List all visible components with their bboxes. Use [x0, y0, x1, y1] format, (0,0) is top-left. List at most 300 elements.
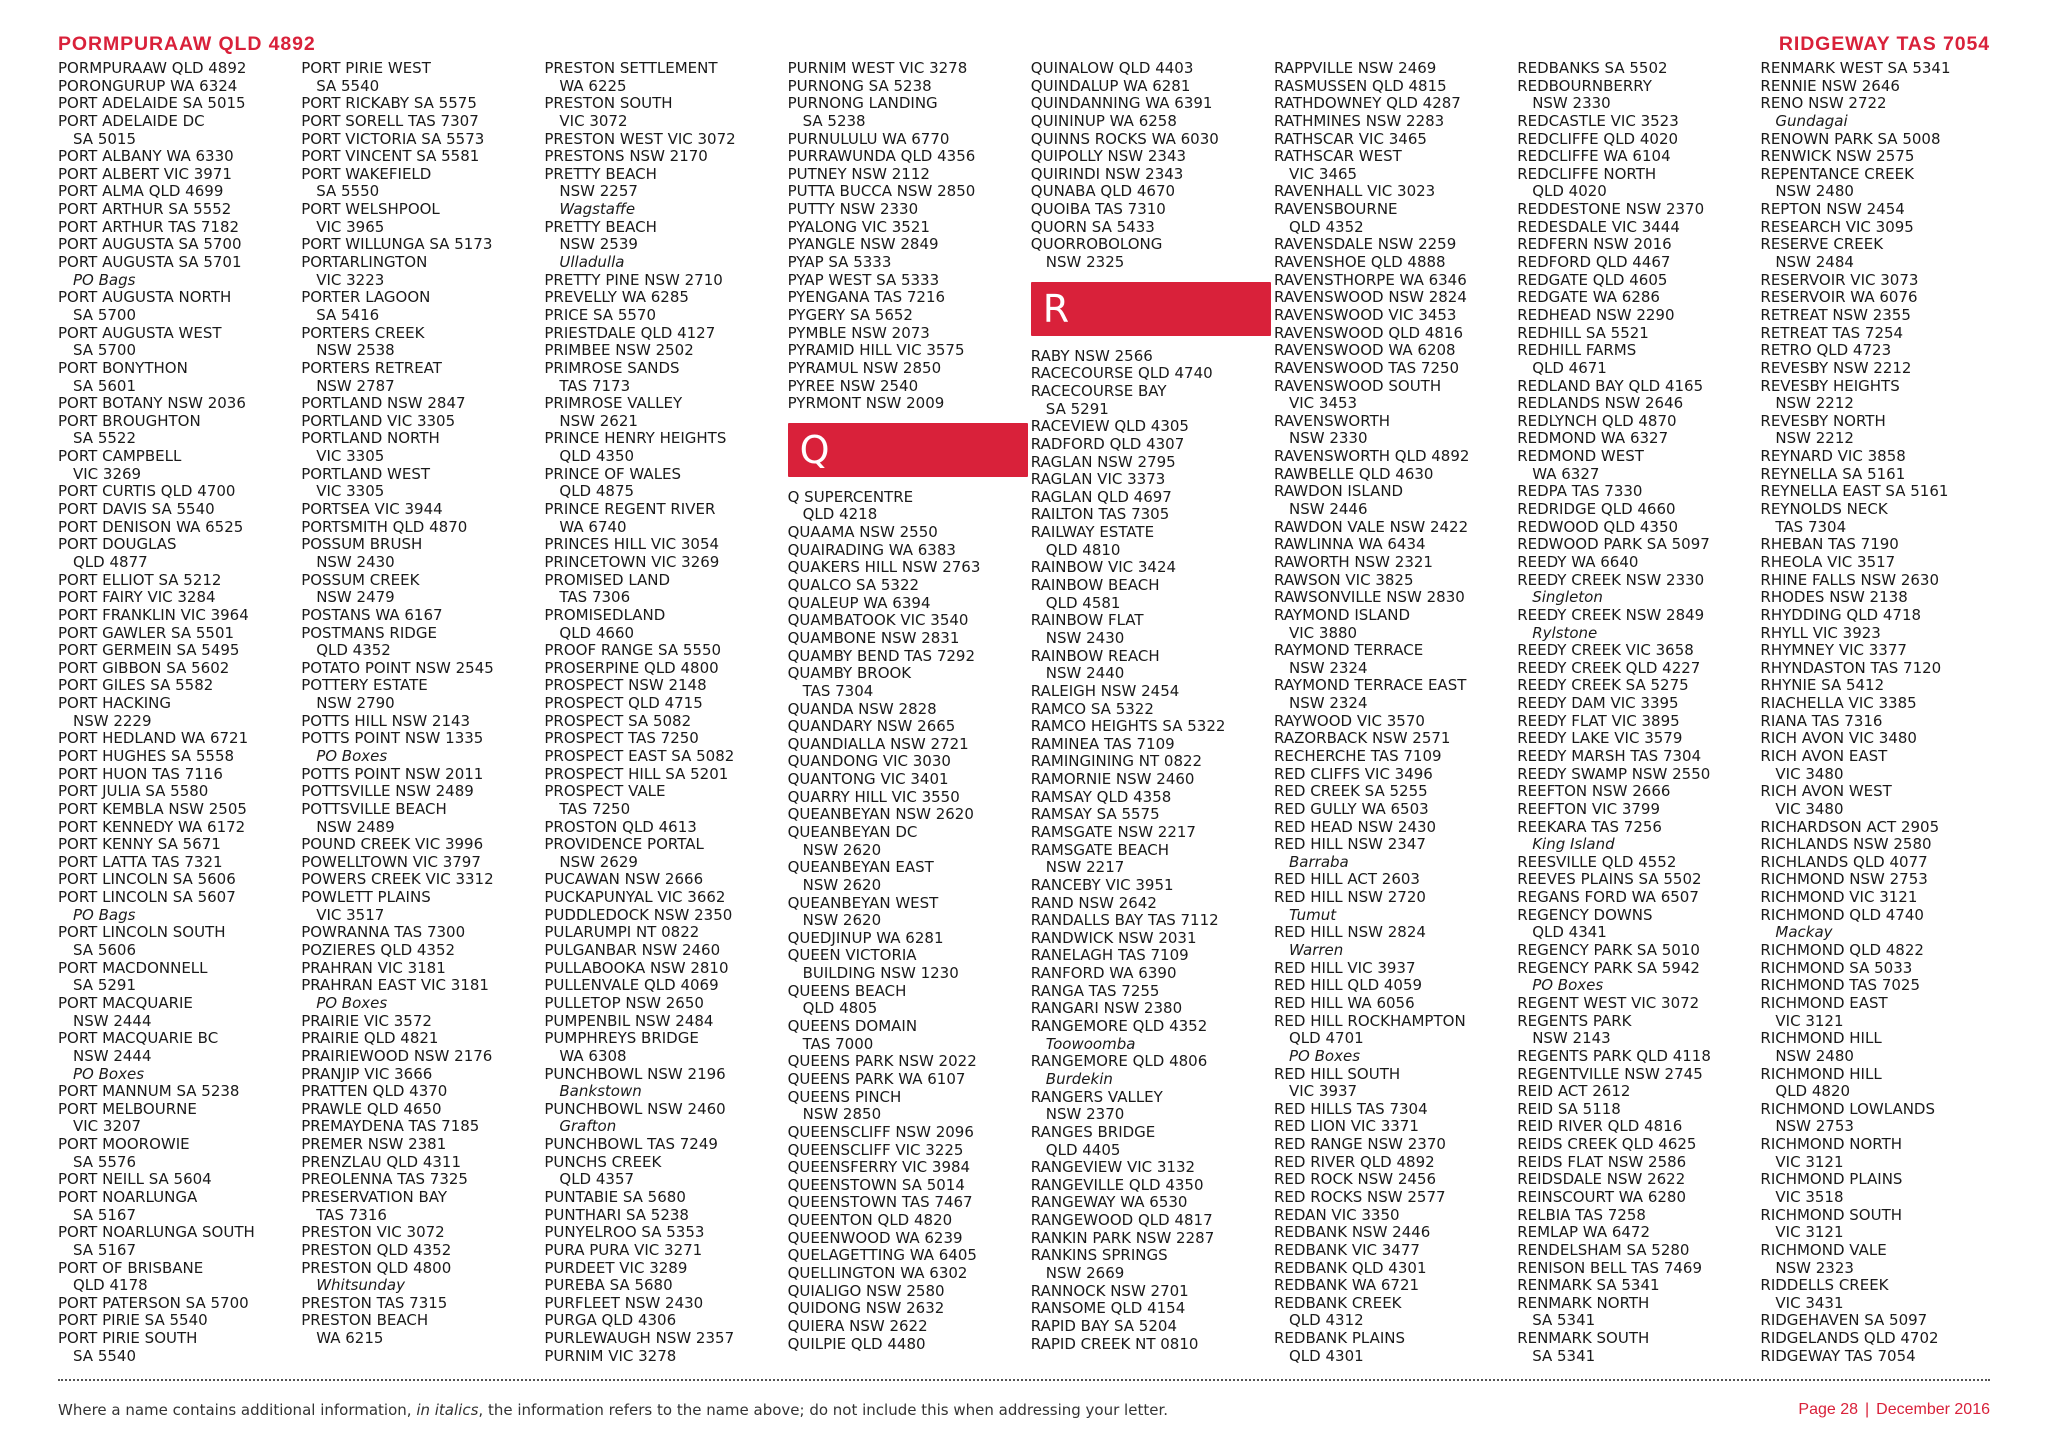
- locality-entry: REDWOOD QLD 4350: [1517, 517, 1679, 536]
- locality-entry: PRINCE REGENT RIVER: [544, 500, 716, 519]
- locality-continuation: BUILDING NSW 1230: [802, 964, 959, 983]
- locality-entry: RHODES NSW 2138: [1760, 588, 1908, 607]
- locality-entry: PORT KENNEDY WA 6172: [58, 817, 246, 836]
- locality-entry: REDCLIFFE WA 6104: [1517, 147, 1671, 166]
- locality-continuation: SA 5341: [1532, 1346, 1596, 1365]
- locality-continuation: QLD 4805: [802, 999, 878, 1018]
- locality-entry: PORTERS RETREAT: [301, 358, 442, 377]
- locality-note: Burdekin: [1045, 1069, 1113, 1088]
- locality-entry: RANKINS SPRINGS: [1030, 1246, 1168, 1265]
- locality-entry: RACECOURSE BAY: [1030, 381, 1167, 400]
- locality-continuation: WA 6308: [559, 1046, 627, 1065]
- locality-continuation: NSW 2489: [316, 817, 395, 836]
- section-letter-banner: R: [1031, 282, 1271, 336]
- locality-entry: QUILPIE QLD 4480: [787, 1334, 926, 1353]
- footer-divider: [58, 1379, 1990, 1381]
- locality-entry: PRANJIP VIC 3666: [301, 1064, 433, 1083]
- locality-entry: RAYMOND TERRACE EAST: [1274, 676, 1467, 695]
- locality-entry: RAWSON VIC 3825: [1274, 570, 1414, 589]
- locality-entry: RENO NSW 2722: [1760, 94, 1887, 113]
- locality-entry: QUANDONG VIC 3030: [787, 752, 951, 771]
- locality-entry: PROSPECT HILL SA 5201: [544, 764, 729, 783]
- locality-continuation: NSW 2790: [316, 694, 395, 713]
- locality-entry: RANFORD WA 6390: [1030, 964, 1177, 983]
- locality-entry: PRESTON SETTLEMENT: [544, 59, 718, 77]
- locality-continuation: VIC 3518: [1775, 1188, 1844, 1206]
- locality-note: PO Boxes: [316, 746, 388, 765]
- locality-continuation: QLD 4660: [559, 623, 635, 642]
- locality-entry: QUININUP WA 6258: [1030, 111, 1177, 130]
- locality-entry: QUORROBOLONG: [1030, 235, 1163, 254]
- locality-entry: PUTTA BUCCA NSW 2850: [787, 182, 976, 201]
- locality-entry: REGENCY PARK SA 5942: [1517, 958, 1700, 977]
- locality-entry: PRETTY BEACH: [544, 164, 657, 183]
- locality-entry: POSSUM BRUSH: [301, 535, 423, 554]
- locality-entry: PRAIRIEWOOD NSW 2176: [301, 1046, 493, 1065]
- locality-entry: PRAHRAN EAST VIC 3181: [301, 976, 489, 995]
- locality-entry: REYNARD VIC 3858: [1760, 447, 1906, 466]
- locality-entry: PORT VICTORIA SA 5573: [301, 129, 485, 148]
- locality-entry: PRIMROSE SANDS: [544, 358, 680, 377]
- locality-entry: REESVILLE QLD 4552: [1517, 852, 1677, 871]
- locality-entry: PORT PIRIE SA 5540: [58, 1311, 208, 1330]
- locality-entry: REVESBY HEIGHTS: [1760, 376, 1900, 395]
- locality-entry: RED LION VIC 3371: [1274, 1117, 1419, 1136]
- locality-entry: PRATTEN QLD 4370: [301, 1082, 448, 1101]
- locality-entry: PUCAWAN NSW 2666: [544, 870, 704, 889]
- locality-continuation: TAS 7304: [802, 681, 874, 700]
- locality-entry: PUNCHBOWL TAS 7249: [544, 1135, 718, 1154]
- locality-entry: REEDY MARSH TAS 7304: [1517, 746, 1702, 765]
- locality-entry: PORT WAKEFIELD: [301, 164, 432, 183]
- locality-entry: RAMCO HEIGHTS SA 5322: [1030, 717, 1226, 736]
- locality-entry: PORT PIRIE WEST: [301, 59, 431, 77]
- locality-entry: RED HILL QLD 4059: [1274, 976, 1423, 995]
- locality-entry: PORT AUGUSTA WEST: [58, 323, 222, 342]
- locality-entry: RENOWN PARK SA 5008: [1760, 129, 1941, 148]
- locality-continuation: QLD 4820: [1775, 1082, 1851, 1101]
- locality-continuation: NSW 2620: [802, 875, 882, 894]
- locality-entry: POTTSVILLE NSW 2489: [301, 782, 474, 801]
- locality-entry: PORT BONYTHON: [58, 358, 188, 377]
- locality-entry: REID RIVER QLD 4816: [1517, 1117, 1683, 1136]
- locality-note: PO Boxes: [73, 1064, 145, 1083]
- locality-entry: PURLEWAUGH NSW 2357: [544, 1329, 735, 1348]
- locality-entry: RAVENSBOURNE: [1274, 200, 1398, 219]
- locality-entry: RAPID CREEK NT 0810: [1030, 1334, 1199, 1353]
- locality-continuation: SA 5576: [73, 1152, 137, 1171]
- locality-entry: PORTLAND WEST: [301, 464, 431, 483]
- locality-entry: RESERVE CREEK: [1760, 235, 1884, 254]
- locality-continuation: QLD 4405: [1045, 1140, 1121, 1159]
- locality-entry: PORT ARTHUR SA 5552: [58, 200, 232, 219]
- locality-entry: PRIMROSE VALLEY: [544, 394, 683, 413]
- locality-entry: PORTSMITH QLD 4870: [301, 517, 468, 536]
- locality-entry: PORT VINCENT SA 5581: [301, 147, 480, 166]
- locality-entry: PORT CURTIS QLD 4700: [58, 482, 236, 501]
- locality-entry: PROSPECT EAST SA 5082: [544, 746, 735, 765]
- locality-continuation: QLD 4701: [1289, 1029, 1364, 1048]
- footer-note: [58, 1401, 1168, 1419]
- footer-note-text-end: , the information refers to the name above; do not include this when addressing your letter.: [478, 1401, 1168, 1419]
- locality-entry: PURGA QLD 4306: [544, 1311, 677, 1330]
- locality-entry: RESEARCH VIC 3095: [1760, 217, 1914, 236]
- locality-entry: POTTERY ESTATE: [301, 676, 428, 695]
- page-header-first-entry: PORMPURAAW QLD 4892: [58, 33, 316, 55]
- locality-entry: REEDY CREEK NSW 2330: [1517, 570, 1705, 589]
- locality-entry: RAWDON ISLAND: [1274, 482, 1404, 501]
- locality-entry: RED GULLY WA 6503: [1274, 799, 1429, 818]
- locality-entry: REVESBY NSW 2212: [1760, 358, 1912, 377]
- locality-entry: RED HILL VIC 3937: [1274, 958, 1416, 977]
- locality-continuation: QLD 4341: [1532, 923, 1607, 942]
- locality-entry: REDBOURNBERRY: [1517, 76, 1652, 95]
- locality-entry: QUAAMA NSW 2550: [787, 523, 938, 542]
- locality-entry: RAMORNIE NSW 2460: [1030, 770, 1195, 789]
- locality-entry: RAVENSTHORPE WA 6346: [1274, 270, 1467, 289]
- locality-entry: PROMISED LAND: [544, 570, 671, 589]
- locality-entry: PRICE SA 5570: [544, 305, 657, 324]
- locality-entry: RETREAT NSW 2355: [1760, 305, 1911, 324]
- locality-entry: PORT PATERSON SA 5700: [58, 1293, 249, 1312]
- locality-entry: RETRO QLD 4723: [1760, 341, 1892, 360]
- locality-entry: QUANTONG VIC 3401: [787, 770, 949, 789]
- locality-entry: PULGANBAR NSW 2460: [544, 941, 721, 960]
- locality-entry: PUNTHARI SA 5238: [544, 1205, 689, 1224]
- locality-entry: RED CREEK SA 5255: [1274, 782, 1428, 801]
- locality-entry: REGENTS PARK: [1517, 1011, 1632, 1030]
- locality-entry: PORT KENNY SA 5671: [58, 835, 221, 854]
- locality-entry: RIDGELANDS QLD 4702: [1760, 1329, 1939, 1348]
- locality-entry: REDLAND BAY QLD 4165: [1517, 376, 1704, 395]
- locality-entry: RED HILL SOUTH: [1274, 1064, 1401, 1083]
- locality-entry: PROSPECT SA 5082: [544, 711, 692, 730]
- locality-continuation: QLD 4301: [1289, 1346, 1364, 1365]
- locality-note: Whitsunday: [316, 1276, 405, 1295]
- locality-entry: PYREE NSW 2540: [787, 376, 919, 395]
- locality-entry: REDLYNCH QLD 4870: [1517, 411, 1677, 430]
- locality-entry: REEDY CREEK QLD 4227: [1517, 658, 1701, 677]
- locality-continuation: QLD 4352: [1289, 217, 1364, 236]
- locality-entry: QUIDONG NSW 2632: [787, 1299, 945, 1318]
- locality-entry: PURA PURA VIC 3271: [544, 1240, 703, 1259]
- locality-entry: PREMER NSW 2381: [301, 1135, 447, 1154]
- locality-continuation: VIC 3965: [316, 217, 385, 236]
- locality-entry: REDFORD QLD 4467: [1517, 253, 1671, 272]
- locality-continuation: WA 6215: [316, 1329, 384, 1348]
- locality-entry: RAYWOOD VIC 3570: [1274, 711, 1425, 730]
- locality-entry: QUEANBEYAN DC: [787, 822, 918, 841]
- locality-entry: RABY NSW 2566: [1030, 346, 1153, 365]
- locality-entry: REIDSDALE NSW 2622: [1517, 1170, 1686, 1189]
- locality-entry: RAVENSWORTH QLD 4892: [1274, 447, 1470, 466]
- locality-entry: PORT GAWLER SA 5501: [58, 623, 235, 642]
- locality-entry: REDHEAD NSW 2290: [1517, 305, 1675, 324]
- locality-entry: RHEOLA VIC 3517: [1760, 552, 1896, 571]
- locality-entry: PORT AUGUSTA SA 5700: [58, 235, 242, 254]
- locality-note: Mackay: [1775, 923, 1833, 942]
- locality-continuation: NSW 2257: [559, 182, 638, 201]
- locality-continuation: NSW 2325: [1045, 253, 1125, 272]
- locality-entry: PORTSEA VIC 3944: [301, 500, 443, 519]
- locality-entry: PORT CAMPBELL: [58, 447, 182, 466]
- locality-entry: REEDY CREEK SA 5275: [1517, 676, 1689, 695]
- locality-continuation: NSW 2620: [802, 840, 882, 859]
- locality-entry: QUEENS BEACH: [787, 981, 907, 1000]
- locality-continuation: SA 5291: [1045, 399, 1109, 418]
- locality-entry: PORT MELBOURNE: [58, 1099, 197, 1118]
- locality-entry: REEDY WA 6640: [1517, 552, 1639, 571]
- locality-entry: Q SUPERCENTRE: [787, 487, 914, 506]
- locality-entry: RIACHELLA VIC 3385: [1760, 694, 1917, 713]
- locality-entry: PORT NOARLUNGA SOUTH: [58, 1223, 255, 1242]
- locality-entry: RECHERCHE TAS 7109: [1274, 746, 1442, 765]
- locality-continuation: VIC 3121: [1775, 1223, 1844, 1242]
- locality-continuation: SA 5416: [316, 305, 380, 324]
- locality-entry: PRIMBEE NSW 2502: [544, 341, 694, 360]
- locality-entry: PURNULULU WA 6770: [787, 129, 950, 148]
- locality-entry: PRETTY BEACH: [544, 217, 657, 236]
- locality-entry: REEDY FLAT VIC 3895: [1517, 711, 1680, 730]
- locality-entry: PORTLAND NORTH: [301, 429, 440, 448]
- locality-entry: RICHMOND NORTH: [1760, 1135, 1903, 1154]
- locality-entry: QUANDARY NSW 2665: [787, 717, 956, 736]
- locality-continuation: TAS 7304: [1775, 517, 1847, 536]
- locality-entry: RAMSGATE BEACH: [1030, 840, 1169, 859]
- locality-entry: REID SA 5118: [1517, 1099, 1621, 1118]
- locality-continuation: VIC 3465: [1289, 164, 1358, 183]
- locality-entry: RAMCO SA 5322: [1030, 699, 1154, 718]
- locality-entry: POWLETT PLAINS: [301, 888, 431, 907]
- locality-entry: RETREAT TAS 7254: [1760, 323, 1904, 342]
- locality-entry: RAWDON VALE NSW 2422: [1274, 517, 1469, 536]
- locality-entry: REEFTON VIC 3799: [1517, 799, 1660, 818]
- locality-entry: RAILTON TAS 7305: [1030, 505, 1170, 524]
- locality-entry: REPENTANCE CREEK: [1760, 164, 1914, 183]
- locality-entry: PORT ADELAIDE SA 5015: [58, 94, 246, 113]
- locality-entry: RIDGEWAY TAS 7054: [1760, 1346, 1916, 1365]
- locality-entry: PREMAYDENA TAS 7185: [301, 1117, 480, 1136]
- locality-continuation: SA 5606: [73, 941, 137, 960]
- locality-entry: RAMSGATE NSW 2217: [1030, 822, 1196, 841]
- locality-entry: QUIALIGO NSW 2580: [787, 1281, 945, 1300]
- locality-entry: RENDELSHAM SA 5280: [1517, 1240, 1690, 1259]
- locality-continuation: NSW 2480: [1775, 1046, 1854, 1065]
- locality-entry: RIDGEHAVEN SA 5097: [1760, 1311, 1928, 1330]
- locality-continuation: QLD 4352: [316, 641, 391, 660]
- footer-note-text: Where a name contains additional information,: [58, 1401, 417, 1419]
- locality-entry: QUEEN VICTORIA: [787, 946, 917, 965]
- locality-entry: PRAIRIE VIC 3572: [301, 1011, 432, 1030]
- locality-entry: RAYMOND TERRACE: [1274, 641, 1424, 660]
- locality-continuation: SA 5550: [316, 182, 380, 201]
- locality-entry: QUEENSFERRY VIC 3984: [787, 1158, 971, 1177]
- locality-entry: PRAHRAN VIC 3181: [301, 958, 446, 977]
- locality-entry: PYAP WEST SA 5333: [787, 270, 940, 289]
- locality-entry: REDBANK CREEK: [1274, 1293, 1402, 1312]
- locality-continuation: NSW 2538: [316, 341, 395, 360]
- locality-entry: RAPPVILLE NSW 2469: [1274, 59, 1437, 77]
- locality-entry: PURDEET VIC 3289: [544, 1258, 688, 1277]
- locality-entry: RAMSAY SA 5575: [1030, 805, 1160, 824]
- locality-entry: QUANDIALLA NSW 2721: [787, 734, 969, 753]
- locality-continuation: NSW 2444: [73, 1011, 152, 1030]
- locality-entry: RICHMOND PLAINS: [1760, 1170, 1903, 1189]
- locality-entry: PULLETOP NSW 2650: [544, 993, 704, 1012]
- locality-entry: RICHLANDS NSW 2580: [1760, 835, 1932, 854]
- locality-entry: RICHMOND SA 5033: [1760, 958, 1913, 977]
- locality-entry: RAVENSWOOD NSW 2824: [1274, 288, 1467, 307]
- locality-entry: REDLANDS NSW 2646: [1517, 394, 1684, 413]
- locality-entry: PORT MACDONNELL: [58, 958, 208, 977]
- locality-entry: QUEENWOOD WA 6239: [787, 1228, 963, 1247]
- locality-entry: REEVES PLAINS SA 5502: [1517, 870, 1702, 889]
- locality-continuation: WA 6225: [559, 76, 627, 95]
- locality-continuation: QLD 4357: [559, 1170, 635, 1189]
- locality-entry: REDHILL FARMS: [1517, 341, 1637, 360]
- locality-continuation: SA 5700: [73, 305, 137, 324]
- locality-entry: REGANS FORD WA 6507: [1517, 888, 1699, 907]
- locality-entry: QUINALOW QLD 4403: [1030, 59, 1194, 77]
- locality-entry: REGENT WEST VIC 3072: [1517, 993, 1700, 1012]
- locality-entry: RANDALLS BAY TAS 7112: [1030, 911, 1219, 930]
- locality-entry: PORT HUON TAS 7116: [58, 764, 223, 783]
- locality-entry: PORT WILLUNGA SA 5173: [301, 235, 493, 254]
- locality-continuation: NSW 2620: [802, 911, 882, 930]
- locality-entry: REGENCY DOWNS: [1517, 905, 1653, 924]
- locality-continuation: SA 5291: [73, 976, 137, 995]
- locality-entry: REID ACT 2612: [1517, 1082, 1631, 1101]
- locality-entry: PYMBLE NSW 2073: [787, 323, 930, 342]
- locality-continuation: VIC 3305: [316, 447, 385, 466]
- locality-entry: PORT SORELL TAS 7307: [301, 111, 479, 130]
- locality-entry: REDMOND WEST: [1517, 447, 1644, 466]
- locality-entry: RICH AVON VIC 3480: [1760, 729, 1917, 748]
- locality-continuation: NSW 2440: [1045, 664, 1125, 683]
- locality-entry: REDFERN NSW 2016: [1517, 235, 1672, 254]
- locality-entry: QUEENS PINCH: [787, 1087, 902, 1106]
- locality-continuation: QLD 4350: [559, 447, 635, 466]
- locality-entry: RESERVOIR WA 6076: [1760, 288, 1918, 307]
- locality-entry: REEDY CREEK NSW 2849: [1517, 605, 1705, 624]
- locality-entry: PUTTY NSW 2330: [787, 200, 919, 219]
- locality-continuation: QLD 4581: [1045, 593, 1121, 612]
- locality-entry: RANGEVIEW VIC 3132: [1030, 1158, 1196, 1177]
- locality-continuation: NSW 2479: [316, 588, 395, 607]
- locality-entry: RAZORBACK NSW 2571: [1274, 729, 1451, 748]
- locality-entry: RANGEWOOD QLD 4817: [1030, 1211, 1213, 1230]
- locality-entry: PRIESTDALE QLD 4127: [544, 323, 716, 342]
- locality-entry: REEDY SWAMP NSW 2550: [1517, 764, 1711, 783]
- locality-entry: PYENGANA TAS 7216: [787, 288, 946, 307]
- locality-entry: PRINCES HILL VIC 3054: [544, 535, 720, 554]
- locality-entry: REGENTS PARK QLD 4118: [1517, 1046, 1711, 1065]
- locality-entry: PORT AUGUSTA NORTH: [58, 288, 232, 307]
- locality-continuation: NSW 2330: [1289, 429, 1368, 448]
- locality-continuation: VIC 3121: [1775, 1152, 1844, 1171]
- locality-entry: PORT MACQUARIE BC: [58, 1029, 219, 1048]
- locality-entry: PUNCHBOWL NSW 2196: [544, 1064, 726, 1083]
- locality-entry: REMLAP WA 6472: [1517, 1223, 1651, 1242]
- locality-entry: REEDY DAM VIC 3395: [1517, 694, 1679, 713]
- locality-continuation: NSW 2787: [316, 376, 395, 395]
- locality-entry: REDPA TAS 7330: [1517, 482, 1643, 501]
- locality-entry: RICHARDSON ACT 2905: [1760, 817, 1940, 836]
- locality-entry: PORT ADELAIDE DC: [58, 111, 205, 130]
- locality-entry: QUEENSTOWN TAS 7467: [787, 1193, 973, 1212]
- locality-entry: PORT MANNUM SA 5238: [58, 1082, 240, 1101]
- directory-column: [1031, 60, 1271, 1353]
- locality-entry: REDMOND WA 6327: [1517, 429, 1669, 448]
- locality-entry: RAVENSWOOD WA 6208: [1274, 341, 1456, 360]
- locality-continuation: NSW 2753: [1775, 1117, 1854, 1136]
- locality-entry: PORT KEMBLA NSW 2505: [58, 799, 247, 818]
- locality-entry: PRESTON TAS 7315: [301, 1293, 448, 1312]
- locality-entry: PROSPECT QLD 4715: [544, 694, 703, 713]
- locality-entry: PRESTONS NSW 2170: [544, 147, 708, 166]
- locality-entry: PORT HEDLAND WA 6721: [58, 729, 249, 748]
- locality-entry: RENMARK SOUTH: [1517, 1329, 1650, 1348]
- locality-entry: PORT ALBERT VIC 3971: [58, 164, 232, 183]
- locality-entry: RAVENSDALE NSW 2259: [1274, 235, 1457, 254]
- locality-entry: REDCASTLE VIC 3523: [1517, 111, 1679, 130]
- locality-entry: QUANDA NSW 2828: [787, 699, 937, 718]
- locality-continuation: NSW 2430: [316, 552, 395, 571]
- locality-continuation: SA 5522: [73, 429, 137, 448]
- locality-entry: PORT JULIA SA 5580: [58, 782, 209, 801]
- directory-column: [1274, 60, 1514, 1365]
- locality-note: Tumut: [1289, 905, 1337, 924]
- locality-entry: RAWLINNA WA 6434: [1274, 535, 1426, 554]
- locality-note: Ulladulla: [559, 253, 625, 272]
- locality-entry: PUMPHREYS BRIDGE: [544, 1029, 699, 1048]
- locality-entry: REDBANK WA 6721: [1274, 1276, 1420, 1295]
- locality-entry: PYALONG VIC 3521: [787, 217, 930, 236]
- locality-entry: RANCEBY VIC 3951: [1030, 875, 1174, 894]
- locality-entry: RHYNIE SA 5412: [1760, 676, 1885, 695]
- locality-entry: RICHMOND TAS 7025: [1760, 976, 1920, 995]
- locality-entry: QUAMBONE NSW 2831: [787, 628, 960, 647]
- postcode-columns: [58, 60, 1986, 1368]
- locality-entry: PROVIDENCE PORTAL: [544, 835, 704, 854]
- locality-entry: PREVELLY WA 6285: [544, 288, 689, 307]
- locality-entry: RAILWAY ESTATE: [1030, 523, 1155, 542]
- locality-entry: PYRAMUL NSW 2850: [787, 358, 942, 377]
- locality-entry: PORTER LAGOON: [301, 288, 431, 307]
- locality-entry: QUELAGETTING WA 6405: [787, 1246, 977, 1265]
- locality-entry: REYNELLA SA 5161: [1760, 464, 1906, 483]
- locality-entry: RED HILL WA 6056: [1274, 993, 1415, 1012]
- locality-entry: QUNABA QLD 4670: [1030, 182, 1176, 201]
- locality-entry: REYNOLDS NECK: [1760, 500, 1888, 519]
- locality-entry: RAWSONVILLE NSW 2830: [1274, 588, 1465, 607]
- locality-note: PO Boxes: [1289, 1046, 1361, 1065]
- locality-entry: RIDDELLS CREEK: [1760, 1276, 1889, 1295]
- locality-entry: RANKIN PARK NSW 2287: [1030, 1228, 1215, 1247]
- locality-entry: RAVENSHOE QLD 4888: [1274, 253, 1446, 272]
- locality-entry: PORT LINCOLN SOUTH: [58, 923, 226, 942]
- locality-entry: RAGLAN VIC 3373: [1030, 470, 1166, 489]
- locality-continuation: QLD 4178: [73, 1276, 148, 1295]
- locality-entry: PUMPENBIL NSW 2484: [544, 1011, 714, 1030]
- locality-entry: QUAIRADING WA 6383: [787, 540, 956, 559]
- locality-entry: REGENCY PARK SA 5010: [1517, 941, 1700, 960]
- locality-entry: RED CLIFFS VIC 3496: [1274, 764, 1433, 783]
- page-info: [1798, 1401, 1990, 1419]
- locality-continuation: SA 5167: [73, 1205, 137, 1224]
- locality-continuation: NSW 2324: [1289, 658, 1368, 677]
- locality-entry: QUEENSCLIFF NSW 2096: [787, 1122, 974, 1141]
